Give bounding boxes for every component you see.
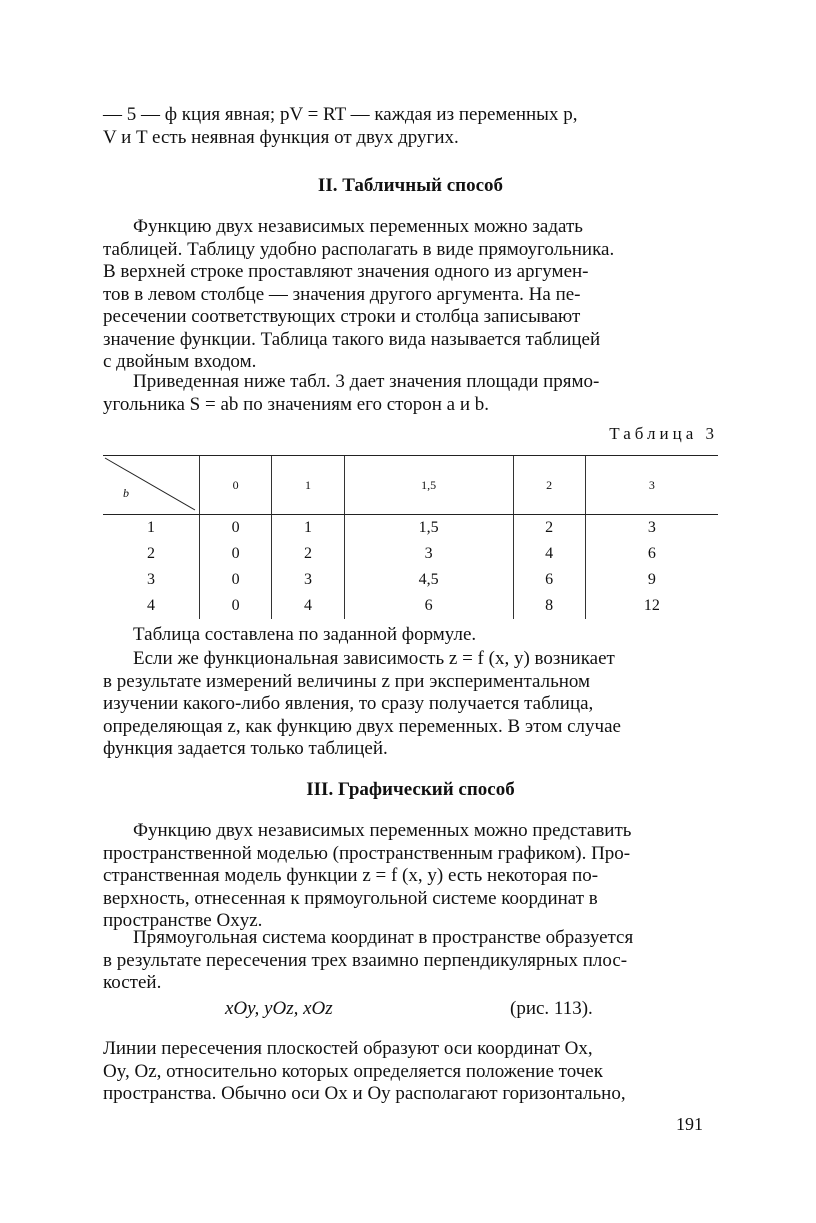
- section-heading-graphic: [103, 778, 718, 802]
- table-cell: 4: [147, 597, 155, 614]
- table-cell: 0: [200, 541, 272, 567]
- table-cell: 6: [585, 541, 718, 567]
- paragraph-coordinate-system: [103, 927, 718, 995]
- text-line: Функцию двух независимых переменных можно представить: [133, 820, 632, 841]
- text-line: Функцию двух независимых переменных можно задать: [133, 216, 583, 237]
- table-cell: 0: [200, 515, 272, 542]
- table-cell: 8: [513, 593, 585, 619]
- text-line: значение функции. Таблица такого вида называется таблицей: [103, 328, 601, 350]
- text-line: функция задается только таблицей.: [103, 738, 388, 759]
- text-line: в результате измерений величины z при экспериментальном: [103, 670, 591, 692]
- table-row: [103, 593, 718, 619]
- paragraph-table-formula: [103, 624, 718, 647]
- table-header-cell: 3: [585, 456, 718, 515]
- corner-label: b: [123, 486, 129, 500]
- text-line: тов в левом столбце — значения другого аргумента. На пе-: [103, 283, 581, 305]
- text-line: Таблица составлена по заданной формуле.: [133, 624, 477, 645]
- intro-paragraph: [103, 104, 718, 149]
- text-line: ресечении соответствующих строки и столбца записывают: [103, 306, 581, 327]
- paragraph-measurements: [103, 648, 718, 761]
- table-cell: 4,5: [344, 567, 513, 593]
- formula-line: [103, 998, 718, 1024]
- text-line: с двойным входом.: [103, 351, 257, 372]
- table-cell: 2: [513, 515, 585, 542]
- area-table: [103, 455, 718, 619]
- paragraph-axes: [103, 1038, 718, 1106]
- formula-planes: xOy, yOz, xOz: [225, 998, 333, 1019]
- table-cell: 2: [147, 545, 155, 562]
- table-cell: 4: [272, 593, 344, 619]
- area-table-wrap: [103, 455, 718, 619]
- table-cell: 9: [585, 567, 718, 593]
- text-line: странственная модель функции z = f (x, y) есть некоторая по-: [103, 865, 599, 886]
- text-line: верхность, отнесенная к прямоугольной системе координат в: [103, 887, 598, 909]
- table-cell: 6: [344, 593, 513, 619]
- table-cell: 3: [585, 515, 718, 542]
- text-line: — 5 — ф кция явная; pV = RT — каждая из переменных p,: [103, 104, 578, 125]
- text-line: Линии пересечения плоскостей образуют оси координат Ox,: [103, 1038, 593, 1059]
- table-cell: 0: [200, 567, 272, 593]
- text-line: пространства. Обычно оси Ox и Oy располагают горизонтально,: [103, 1083, 626, 1104]
- table-corner-cell: [103, 456, 200, 515]
- page-number: 191: [676, 1114, 703, 1134]
- table-header-row: [103, 456, 718, 515]
- text-line: в результате пересечения трех взаимно перпендикулярных плос-: [103, 949, 628, 971]
- table-cell: 2: [272, 541, 344, 567]
- text-line: угольника S = ab по значениям его сторон a и b.: [103, 393, 490, 415]
- diagonal-line-icon: [103, 456, 199, 512]
- table-cell: 0: [200, 593, 272, 619]
- section-title: II. Табличный способ: [317, 175, 504, 196]
- text-line: Приведенная ниже табл. 3 дает значения площади прямо-: [133, 371, 600, 392]
- text-line: определяющая z, как функцию двух переменных. В этом случае: [103, 715, 621, 737]
- table-header-cell: 0: [200, 456, 272, 515]
- text-line: Если же функциональная зависимость z = f (x, y) возникает: [133, 648, 615, 669]
- table-cell: 4: [513, 541, 585, 567]
- table-header-cell: 1,5: [344, 456, 513, 515]
- text-line: пространственной моделью (пространственным графиком). Про-: [103, 842, 631, 864]
- table-caption: Таблица 3: [609, 424, 718, 443]
- text-line: костей.: [103, 972, 162, 993]
- text-line: таблицей. Таблицу удобно располагать в виде прямоугольника.: [103, 238, 615, 260]
- figure-reference: (рис. 113).: [510, 998, 593, 1019]
- text-line: Прямоугольная система координат в пространстве образуется: [133, 927, 634, 948]
- table-row: [103, 515, 718, 542]
- paragraph-table-method: [103, 216, 718, 374]
- table-cell: 1: [147, 519, 155, 536]
- table-cell: 12: [585, 593, 718, 619]
- table-cell: 1,5: [344, 515, 513, 542]
- table-caption-block: [103, 424, 718, 444]
- text-line: пространстве Oxyz.: [103, 910, 263, 931]
- paragraph-rectangle-area: [103, 371, 718, 416]
- text-line: изучении какого-либо явления, то сразу получается таблица,: [103, 693, 594, 714]
- table-header-cell: 1: [272, 456, 344, 515]
- text-line: Oy, Oz, относительно которых определяется положение точек: [103, 1060, 603, 1082]
- section-heading-tabular: [103, 174, 718, 198]
- text-line: V и T есть неявная функция от двух других.: [103, 126, 459, 148]
- text-line: В верхней строке проставляют значения одного из аргумен-: [103, 261, 589, 282]
- table-cell: 6: [513, 567, 585, 593]
- table-cell: 3: [147, 571, 155, 588]
- table-cell: 3: [344, 541, 513, 567]
- table-cell: 1: [272, 515, 344, 542]
- table-header-cell: 2: [513, 456, 585, 515]
- paragraph-spatial-model: [103, 820, 718, 933]
- table-row: [103, 541, 718, 567]
- table-row: [103, 567, 718, 593]
- section-title: III. Графический способ: [306, 779, 515, 800]
- table-cell: 3: [272, 567, 344, 593]
